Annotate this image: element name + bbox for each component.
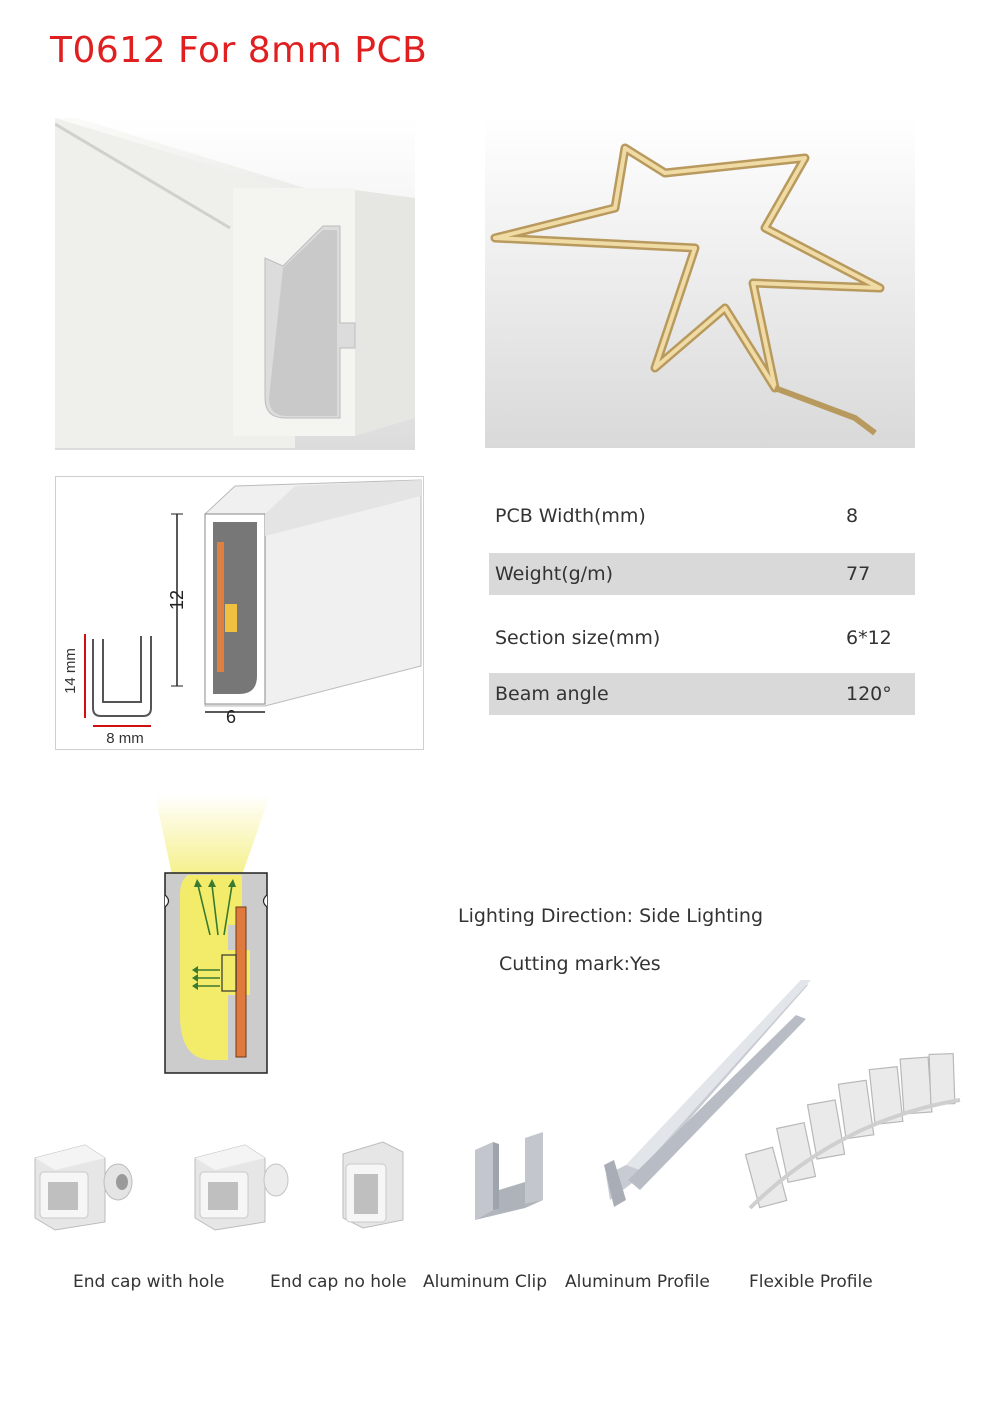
spec-label: Section size(mm) [495,627,661,649]
dim-width-text: 6 [225,707,237,727]
accessory-label: Aluminum Clip [423,1272,548,1292]
spec-row [489,495,915,537]
dim-height-text: 12 [167,589,187,611]
spec-row [489,553,915,595]
end-cap-plain-icon [338,1130,418,1235]
width-label: 8 mm [106,730,144,747]
accessory-label: Aluminum Profile [565,1272,710,1292]
neon-profile-render [55,118,415,450]
end-cap-with-hole-icon [30,1130,140,1235]
lighting-direction-text: Lighting Direction: Side Lighting [458,905,764,927]
lighting-cross-section [150,795,280,1080]
spec-value: 77 [846,563,871,585]
accessory-label: End cap no hole [270,1272,407,1292]
height-label: 14 mm [62,648,79,694]
flexible-profile-image [740,1040,970,1230]
spec-value: 8 [846,505,859,527]
aluminum-clip-icon [465,1130,555,1235]
end-cap-no-hole-icon [190,1130,300,1235]
accessory-label: End cap with hole [73,1272,225,1292]
spec-value: 6*12 [846,627,892,649]
dimension-diagram [55,476,425,751]
spec-label: Beam angle [495,683,609,705]
page-title: T0612 For 8mm PCB [50,30,428,71]
spec-label: Weight(g/m) [495,563,613,585]
cutting-mark-text: Cutting mark:Yes [499,953,661,975]
spec-label: PCB Width(mm) [495,505,646,527]
spec-value: 120° [846,683,892,705]
spec-row [489,673,915,715]
accessory-label: Flexible Profile [749,1272,873,1292]
star-neon-image [485,118,915,448]
spec-row [489,617,915,659]
